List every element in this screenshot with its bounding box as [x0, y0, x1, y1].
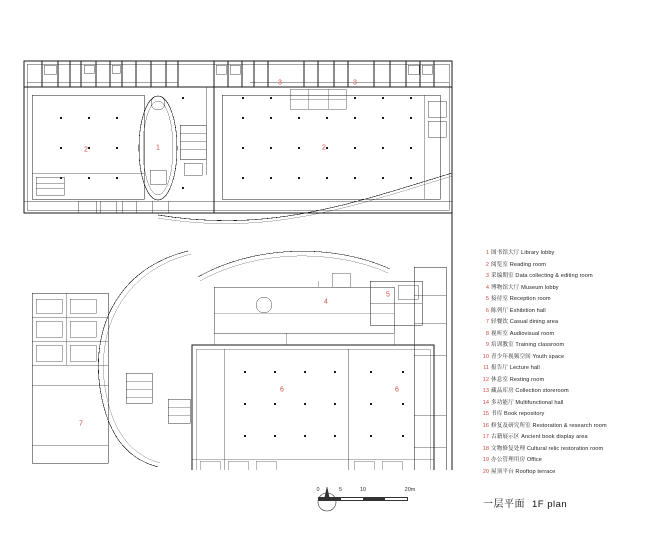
legend-item: [480, 260, 640, 272]
legend-label: 藏品库房 Collection storeroom: [491, 388, 569, 394]
legend-label: 办公管理用房 Office: [491, 457, 542, 463]
legend-index: 20: [482, 468, 489, 475]
legend-index: 6: [485, 307, 489, 314]
legend-index: 15: [482, 411, 489, 417]
legend-label: 报告厅 Lecture hall: [491, 365, 540, 371]
legend-label: 多功能厅 Multifunctional hall: [491, 399, 564, 406]
legend-index: 14: [482, 399, 489, 406]
legend-item: [480, 467, 640, 479]
legend-item: [480, 398, 640, 410]
legend-item: [480, 317, 640, 329]
legend-label: 书库 Book repository: [491, 411, 545, 417]
room-number: 2: [322, 144, 326, 152]
legend-index: 2: [485, 261, 489, 268]
scale-label: 10: [359, 487, 367, 493]
scale-label: 20m: [404, 487, 416, 493]
legend-label: 修复及研究所室 Restoration & research room: [491, 422, 607, 429]
legend-label: 陈列厅 Exhibition hall: [491, 307, 546, 314]
legend-item: [480, 455, 640, 467]
legend-item: [480, 432, 640, 444]
scale-segment: [363, 498, 385, 500]
legend-index: 4: [485, 284, 489, 291]
legend-label: 轻餐饮 Casual dining area: [491, 319, 559, 325]
legend-label: 图书馆大厅 Library lobby: [491, 250, 555, 256]
legend-label: 文物修复处理 Cultural relic restoration room: [491, 445, 604, 452]
legend-index: 18: [482, 445, 489, 452]
legend-label: 采编期室 Data collecting & editing room: [491, 273, 593, 279]
legend-item: [480, 386, 640, 398]
room-number: 4: [324, 298, 328, 306]
legend-label: 阅览室 Reading room: [491, 261, 547, 268]
drawing-title-cn: 一层平面: [483, 499, 525, 510]
legend-item: [480, 421, 640, 433]
legend-label: 休息室 Resting room: [491, 376, 545, 383]
legend-index: 12: [482, 376, 489, 383]
legend-index: 10: [482, 353, 489, 360]
scale-segment: [341, 498, 363, 500]
plan-drawing: [18, 55, 458, 470]
legend-item: [480, 363, 640, 375]
legend-index: 9: [485, 342, 489, 348]
legend-item: [480, 375, 640, 387]
legend-index: 17: [482, 434, 489, 440]
drawing-title: [483, 495, 567, 510]
legend: [480, 248, 640, 478]
legend-item: [480, 329, 640, 341]
room-number: 7: [79, 420, 83, 428]
scale-label: 5: [338, 487, 343, 493]
legend-item: [480, 409, 640, 421]
legend-item: [480, 340, 640, 352]
legend-label: 视听室 Audiovisual room: [491, 330, 555, 337]
legend-label: 青少年视频空间 Youth space: [491, 353, 565, 360]
legend-item: [480, 444, 640, 456]
legend-index: 8: [485, 330, 489, 337]
scale-segment: [319, 498, 341, 500]
legend-item: [480, 306, 640, 318]
legend-item: [480, 352, 640, 364]
room-number: 6: [280, 386, 284, 394]
legend-item: [480, 283, 640, 295]
room-number: 5: [386, 291, 390, 299]
legend-label: 培训教室 Training classroom: [491, 342, 565, 348]
legend-label: 接待室 Reception room: [491, 296, 551, 302]
room-number: 1: [156, 144, 160, 152]
legend-index: 1: [485, 250, 489, 256]
legend-item: [480, 271, 640, 283]
scale-bar-graphic: [318, 497, 408, 501]
legend-item: [480, 248, 640, 260]
scale-bar: [318, 487, 438, 513]
scale-label: 0: [316, 487, 320, 493]
scale-labels: [318, 487, 438, 496]
legend-index: 5: [485, 296, 489, 302]
legend-label: 古籍展示区 Ancient book display area: [491, 434, 588, 440]
legend-index: 7: [485, 319, 489, 325]
legend-index: 11: [483, 365, 489, 371]
legend-item: [480, 294, 640, 306]
legend-index: 3: [485, 273, 489, 279]
legend-index: 16: [482, 422, 489, 429]
drawing-title-en: 1F plan: [532, 499, 568, 510]
room-number: 3: [353, 79, 357, 87]
room-number: 2: [84, 146, 88, 154]
scale-segment: [385, 498, 407, 500]
plan-linework: [18, 55, 458, 470]
legend-index: 13: [482, 388, 489, 394]
legend-label: 屋顶平台 Rooftop terrace: [491, 468, 556, 475]
room-number: 6: [395, 386, 399, 394]
legend-label: 博物馆大厅 Museum lobby: [491, 284, 559, 291]
room-number: 3: [278, 79, 282, 87]
legend-index: 19: [482, 457, 489, 463]
